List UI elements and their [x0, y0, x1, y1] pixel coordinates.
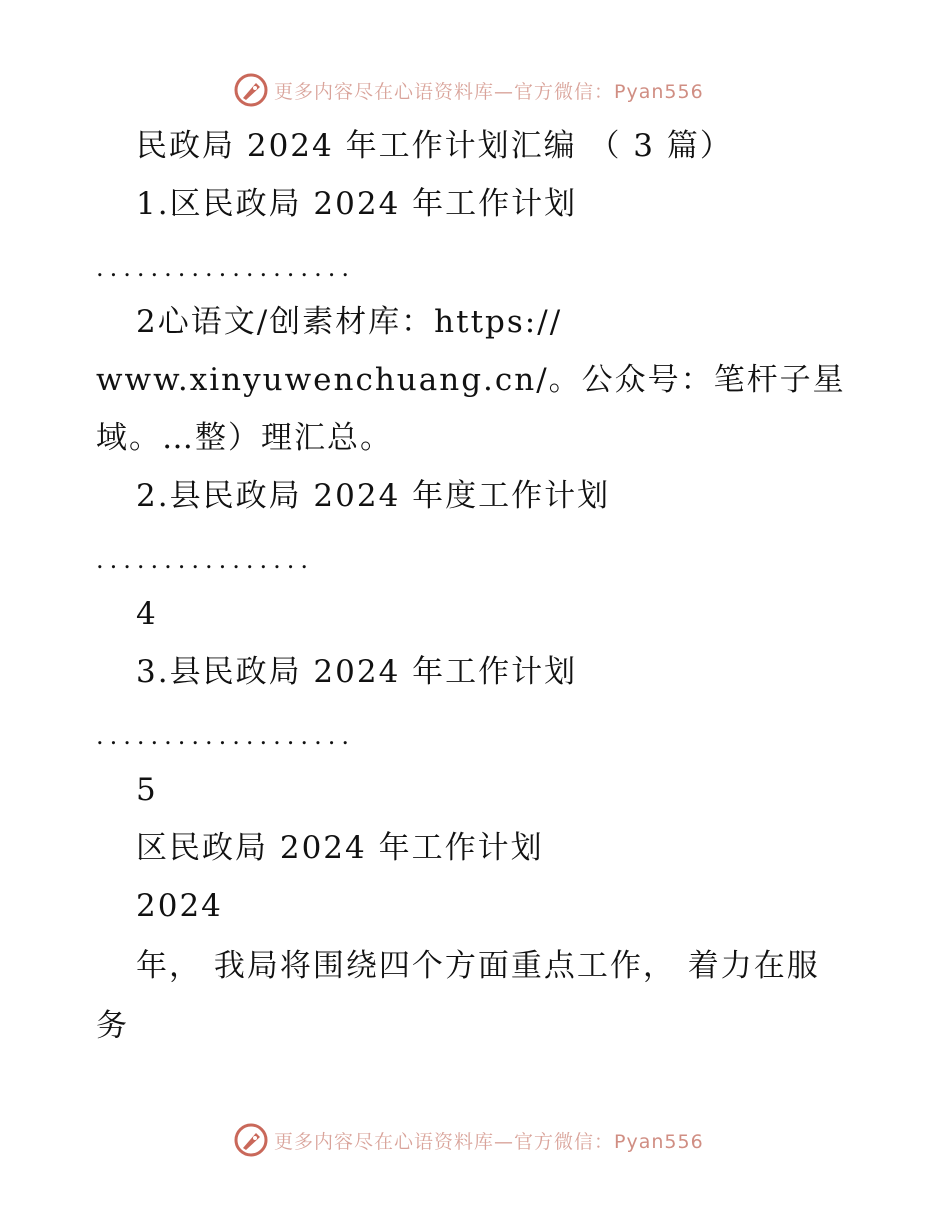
toc-item-1-leader: ................... [96, 254, 355, 282]
watermark-text: 更多内容尽在心语资料库—官方微信：Pyan556 [274, 1130, 704, 1153]
inserted-text-line-3: 域。…整）理汇总。 [96, 420, 393, 456]
watermark-id: Pyan556 [614, 80, 704, 103]
section-title: 区民政局 2024 年工作计划 [136, 830, 544, 866]
body-line-2: 务 [96, 1008, 129, 1044]
watermark-text: 更多内容尽在心语资料库—官方微信：Pyan556 [274, 80, 704, 103]
toc-item-3-leader: ................... [96, 722, 355, 750]
toc-item-2-page: 4 [136, 596, 158, 632]
toc-item-3-label: 3.县民政局 2024 年工作计划 [136, 654, 578, 690]
toc-item-2-leader: ................ [96, 546, 315, 574]
toc-item-1-label: 1.区民政局 2024 年工作计划 [136, 186, 578, 222]
inserted-text-line-1: 2心语文/创素材库：https:// [136, 304, 563, 340]
document-title: 民政局 2024 年工作计划汇编 （ 3 篇） [136, 128, 733, 164]
body-year: 2024 [136, 888, 223, 924]
watermark-id: Pyan556 [614, 1130, 704, 1153]
watermark-footer [234, 1122, 704, 1158]
toc-item-2-label: 2.县民政局 2024 年度工作计划 [136, 478, 611, 514]
toc-item-3-page: 5 [136, 772, 158, 808]
pen-nib-logo-icon [234, 1123, 268, 1157]
inserted-text-line-2: www.xinyuwenchuang.cn/。公众号：笔杆子星 [96, 362, 846, 398]
body-line-1: 年， 我局将围绕四个方面重点工作， 着力在服 [136, 948, 820, 984]
